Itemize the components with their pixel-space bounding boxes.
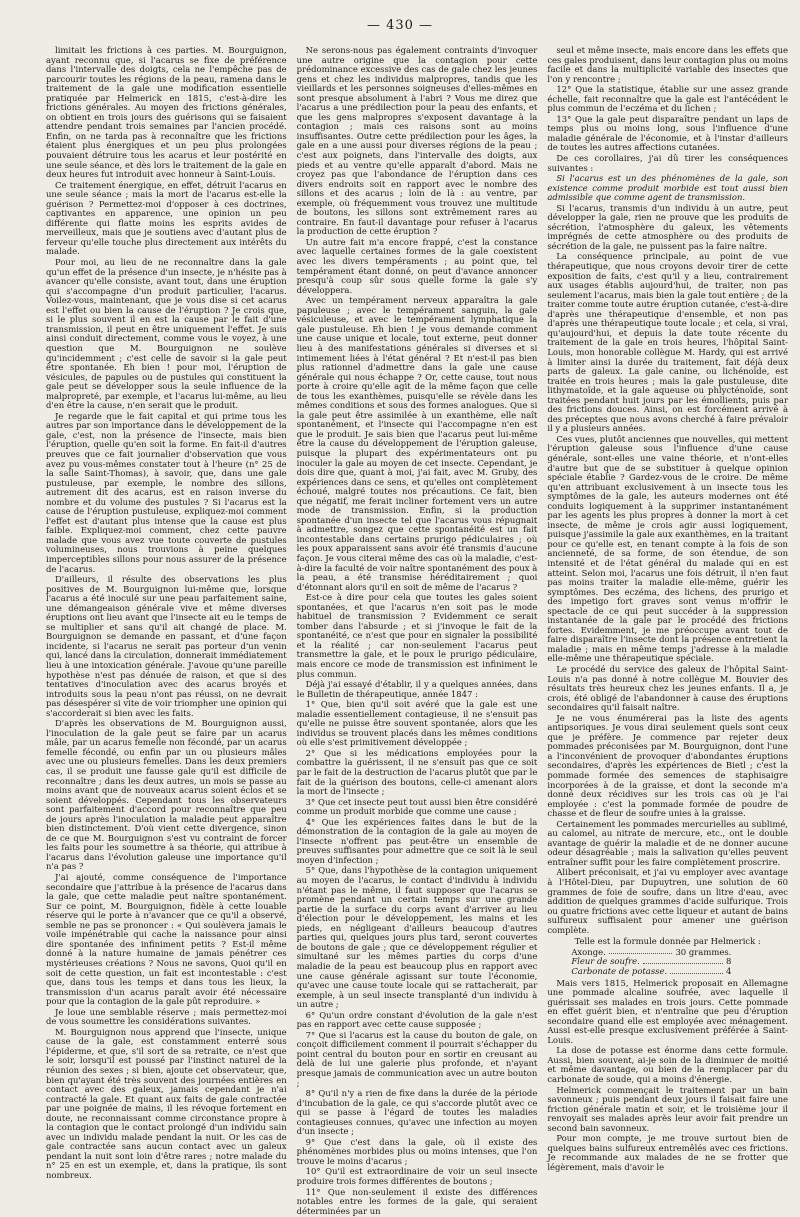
paragraph: Si l'acarus est un des phénomènes de la gale, son existence comme produit morbide est tout aussi bien admissible que comme agent de transmission.: [547, 173, 788, 203]
paragraph: Mais vers 1815, Helmerick proposait en Allemagne une pommade alcaline soufrée, avec laquelle il guérissait ses malades en trois jours. Cette pommade en effet guérit bien, et n'entraîne que peu d'éruption secondaire quand elle est employée avec ménagement. Aussi est-elle presque exclusivement préférée à Saint-Louis.: [547, 977, 788, 1045]
paragraph: 3° Que cet insecte peut tout aussi bien être considéré comme un produit morbide que comme une cause ;: [296, 796, 538, 817]
paragraph: Le procédé du service des galeux de l'hôpital Saint-Louis n'a pas donné à notre collègue M. Bouvier des résultats très heureux chez les jeunes enfants. Il a, je crois, été obligé de l'abandonner à cause des éruptions secondaires qu'il faisait naître.: [547, 664, 788, 713]
paragraph: Déjà j'ai essayé d'établir, il y a quelques années, dans le Bulletin de thérapeutique, année 1847 :: [296, 679, 538, 699]
column-middle: [297, 46, 538, 1217]
paragraph: Est-ce à dire pour cela que toutes les gales soient spontanées, et que l'acarus n'en soit pas le mode habituel de transmission ? Evidemment ce serait tomber dans l'absurde ; et si j'invoque le fait de la spontanéité, ce n'est que pour en signaler la possibilité et la réalité ; car non-seulement l'acarus peut transmettre la gale, et le poux le prurigo pédiculaire, mais encore ce mode de transmission est infiniment le plus commun.: [296, 592, 538, 679]
paragraph: 1° Que, bien qu'il soit avéré que la gale est une maladie essentiellement contagieuse, il ne s'ensuit pas qu'elle ne puisse être souvent spontanée, alors que les individus se trouvent placés dans les mêmes conditions où elle s'est primitivement développée ;: [296, 699, 538, 748]
paragraph: limitait les frictions à ces parties. M. Bourguignon, ayant reconnu que, si l'acarus se fixe de préférence dans l'intervalle des doigts, cela ne l'empêche pas de parcourir toutes les régions de la peau, ramena dans le traitement de la gale une modification essentielle pratiquée par Helmerick en 1815, c'est-à-dire les frictions générales. Au moyen des frictions générales, on obtient en trois jours des guérisons qui se faisaient attendre pendant trois semaines par l'ancien procédé. Enfin, on ne tarda pas à reconnaître que les frictions étaient plus énergiques et un peu plus prolongées pouvaient détruire tous les acarus et leur postérité en une seule séance, et dès lors le traitement de la gale en deux heures fut introduit avec honneur à Saint-Louis.: [46, 45, 287, 180]
leader-dots: [609, 948, 673, 955]
paragraph: seul et même insecte, mais encore dans les effets que ces gales produisent, dans leur contagion plus ou moins facile et dans la multiplicité variable des insectes que l'on y rencontre ;: [547, 45, 788, 84]
paragraph: 2° Que si les médications employées pour la combattre la guérissent, il ne s'ensuit pas que ce soit par le fait de la destruction de l'acarus plutôt que par le fait de la guérison des boutons, celle-ci amenant alors la mort de l'insecte ;: [296, 747, 538, 797]
paragraph: Je regarde que le fait capital et qui prime tous les autres par son importance dans le développement de la gale, c'est, non la présence de l'insecte, mais bien l'éruption, quelle qu'en soit la forme. En fait-il d'autres preuves que ce fait journalier d'observation que vous avez pu vous-mêmes constater tout à l'heure (n° 25 de la salle Saint-Thomas), à savoir, que, dans une gale pustuleuse, par exemple, le nombre des sillons, autrement dit des acarus, est en raison inverse du nombre et du volume des pustules ? Si l'acarus est la cause de l'éruption pustuleuse, expliquez-moi comment l'effet est d'autant plus intense que la cause est plus faible. Expliquez-moi comment, chez cette pauvre malade que vous avez vue toute couverte de pustules volumineuses, nous trouvions à peine quelques imperceptibles sillons pour nous assurer de la présence de l'acarus.: [46, 410, 287, 574]
formula-title: Telle est la formule donnée par Helmerick :: [574, 936, 761, 947]
formula-ingredient: Carbonate de potasse.: [571, 965, 668, 976]
paragraph: 9° Que c'est dans la gale, où il existe des phénomènes morbides plus ou moins intenses, que l'on trouve le moins d'acarus ;: [296, 1136, 538, 1166]
paragraph: 7° Que si l'acarus est la cause du bouton de gale, on conçoit difficilement comment il pourrait s'échapper du point central du bouton pour en sortir en creusant au delà de lui une galerie plus profonde, et n'ayant presque jamais de communication avec un autre bouton ;: [296, 1029, 538, 1088]
paragraph: 6° Qu'un ordre constant d'évolution de la gale n'est pas en rapport avec cette cause supposée ;: [296, 1009, 538, 1030]
paragraph: J'ai ajouté, comme conséquence de l'importance secondaire que j'attribue à la présence de l'acarus dans la gale, que cette maladie peut naître spontanément. Sur ce point, M. Bourguignon, fidèle à cette louable réserve qui le porte à n'avancer que ce qu'il a observé, semble ne pas se prononcer : « Qui soulèvera jamais le voile impénétrable qui cache la naissance pour ainsi dire spontanée des infiniment petits ? Est-il même donné à la nature humaine de jamais pénétrer ces mystérieuses créations ? Nous ne savons, Quoi qu'il en soit de cette question, un fait est incontestable : c'est que, dans tous les temps et dans tous les lieux, la transmission d'un acarus paraît avoir été nécessaire pour que la contagion de la gale pût reproduire. »: [46, 872, 287, 1007]
formula-quantity: 30 grammes.: [675, 946, 732, 957]
paragraph: Si l'acarus, transmis d'un individu à un autre, peut développer la gale, rien ne prouve que les produits de sécrétion, l'atmosphère du galeux, les vêtements imprégnés de cette atmosphère ou des produits de sécrétion de la gale, ne puissent pas la faire naître.: [547, 202, 788, 251]
formula-quantity: 8: [725, 956, 732, 967]
paragraph: Ce traitement énergique, en effet, détruit l'acarus en une seule séance ; mais la mort de l'acarus est-elle la guérison ? Permettez-moi d'opposer à ces doctrines, captivantes en apparence, une opinion un peu différente qui flatte moins les esprits avides de merveilleux, mais que je soutiens avec d'autant plus de ferveur qu'elle touche plus directement aux intérêts du malade.: [46, 179, 287, 257]
paragraph: D'après les observations de M. Bourguignon aussi, l'inoculation de la gale peut se faire par un acarus mâle, par un acarus femelle non fécondé, par un acarus femelle fécondé, ou enfin par un ou plusieurs mâles avec une ou plusieurs femelles. Dans les deux premiers cas, il se produit une fausse gale qu'il est difficile de reconnaître ; dans les deux autres, un mois se passe au moins avant que de nouveaux acarus soient éclos et se soient développés. Cependant tous les observateurs sont parfaitement d'accord pour reconnaître que peu de jours après l'inoculation la maladie peut apparaître bien distinctement. D'où vient cette divergence, sinon de ce que M. Bourguignon s'est vu contraint de forcer les faits pour les soumettre à sa théorie, qui attribue à l'acarus dans l'évolution galeuse une importance qu'il n'a pas ?: [46, 718, 287, 872]
paragraph: Pour mon compte, je me trouve surtout bien de quelques bains sulfureux entremêlés avec ces frictions. Je recommande aux malades de ne se frotter que légèrement, mais d'avoir le: [547, 1133, 788, 1172]
paragraph: 4° Que les expériences faites dans le but de la démonstration de la contagion de la gale au moyen de l'insecte n'offrent pas peut-être un ensemble de preuves suffisantes pour admettre que ce soit là le seul moyen d'infection ;: [296, 816, 538, 865]
leader-dots: [670, 967, 723, 974]
paragraph: Un autre fait m'a encore frappé, c'est la constance avec laquelle certaines formes de la gale coexistent avec les divers tempéraments ; au point que, tel tempérament étant donné, on peut d'avance annoncer presqu'à coup sûr sous quelle forme la gale s'y développera.: [296, 236, 538, 295]
leader-dots: [643, 957, 723, 964]
column-left: [46, 46, 287, 1217]
formula-ingredient: Axonge.: [571, 946, 606, 957]
paragraph: Helmerick commençait le traitement par un bain savonneux ; puis pendant deux jours il faisait faire une friction générale matin et soir, et le troisième jour il renvoyait ses malades après leur avoir fait prendre un second bain savonneux.: [547, 1084, 788, 1133]
paragraph: 11° Que non-seulement il existe des différences notables entre les formes de la gale, qui seraient déterminées par un: [296, 1186, 538, 1216]
formula-ingredient: Fleur de soufre.: [571, 956, 640, 967]
paragraph: Alibert préconisait, et j'ai vu employer avec avantage à l'Hôtel-Dieu, par Dupuytren, une solution de 60 grammes de foie de soufre, dans un litre d'eau, avec addition de quelques grammes d'acide sulfurique. Trois ou quatre frictions avec cette liqueur et autant de bains sulfureux suffisaient pour amener une guérison complète.: [547, 867, 788, 935]
paragraph: Ne serons-nous pas également contraints d'invoquer une autre origine que la contagion pour cette prédominance excessive des cas de gale chez les jeunes gens et chez les individus malpropres, tandis que les vieillards et les personnes soigneuses d'elles-mêmes en sont presque absolument à l'abri ? Vous me direz que l'acarus a une prédilection pour la peau des enfants, et que les gens malpropres s'exposent davantage à la contagion ; mais ces raisons sont au moins insuffisantes. Outre cette prédilection pour les âges, la gale en a une aussi pour diverses régions de la peau ; c'est aux poignets, dans l'intervalle des doigts, aux pieds et au ventre qu'elle apparaît d'abord. Mais ne croyez pas que l'abondance de l'éruption dans ces divers endroits soit en rapport avec le nombre des sillons et des acarus ; loin de là : au ventre, par exemple, où fréquemment vous trouvez une multitude de boutons, les sillons sont extrêmement rares au contraire. En faut-il davantage pour refuser à l'acarus la production de cette éruption ?: [296, 45, 538, 237]
paragraph: Je loue une semblable réserve ; mais permettez-moi de vous soumettre les considérations suivantes.: [46, 1006, 287, 1027]
paragraph: 13° Que la gale peut disparaître pendant un laps de temps plus ou moins long, sous l'influence d'une maladie générale de l'économie, et à l'instar d'ailleurs de toutes les autres affections cutanées.: [547, 113, 788, 153]
paragraph: Avec un tempérament nerveux apparaîtra la gale papuleuse ; avec le tempérament sanguin, la gale vésiculeuse, et avec le tempérament lymphatique la gale pustuleuse. Eh bien ! je vous demande comment une cause unique et locale, tout externe, peut donner lieu à des manifestations générales si diverses et si intimement liées à l'état général ? Et n'est-il pas bien plus rationnel d'admettre dans la gale une cause générale qui nous échappe ? Or, cette cause, tout nous porte à croire qu'elle agit de la même façon que celle de tous les exanthèmes, puisqu'elle se révèle dans les mêmes conditions et sous des formes analogues. Que si la gale peut être assimilée à un exanthème, elle naît spontanément, et l'insecte qui l'accompagne n'en est que le produit. Je sais bien que l'acarus peut lui-même être la cause du développement de l'éruption galeuse, puisque la plupart des expérimentateurs ont pu inoculer la gale au moyen de cet insecte. Cependant, je dois dire que, quant à moi, j'ai fait, avec M. Gruby, des expériences dans ce sens, et qu'elles ont complètement échoué, malgré toutes nos précautions. Ce fait, bien que négatif, me ferait incliner fortement vers un autre mode de transmission. Enfin, si la production spontanée d'un insecte tel que l'acarus vous répugnait à admettre, songez que cette spontanéité est un fait incontestable dans certains prurigo pédiculaires ; où les poux apparaissent sans avoir été transmis d'aucune façon. Je vous citerai même des cas où la maladie, c'est-à-dire la faculté de voir naître spontanément des poux à la peau, a été transmise héréditairement ; quoi d'étonnant alors qu'il en soit de même de l'acarus ?: [296, 295, 538, 592]
paragraph: Je ne vous énumérerai pas la liste des agents antipsoriques. Je vous dirai seulement quels sont ceux que je préfère. Je commence par rejeter deux pommades préconisées par M. Bourguignon, dont l'une a l'inconvénient de provoquer d'abondantes éruptions secondaires, d'après les expériences de Bietl ; c'est la pommade formée des semences de staphisaigre incorporées à de la graisse, et dont la seconde m'a donné deux récidives sur les trois cas où je l'ai employée : c'est la pommade formée de poudre de chasse et de fleur de soufre unies à la graisse.: [547, 712, 788, 819]
paragraph: D'ailleurs, il résulte des observations les plus positives de M. Bourguignon lui-même que, lorsque l'acarus a été inoculé sur une peau parfaitement saine, une démangeaison générale vive et même diverses éruptions ont lieu avant que l'insecte ait eu le temps de se multiplier et sans qu'il ait changé de place. M. Bourguignon se demande en passant, et d'une façon incidente, si l'acarus ne serait pas porteur d'un venin qui, lancé dans la circulation, donnerait immédiatement lieu à une intoxication générale. J'avoue qu'une pareille hypothèse n'est pas dénuée de raison, et que si des tentatives d'inoculation avec des acarus broyés et introduits sous la peau n'ont pas réussi, on ne devrait pas désespérer si vite de voir triompher une opinion qui s'accorderait si bien avec les faits.: [46, 574, 287, 718]
paragraph: M. Bourguignon nous apprend que l'insecte, unique cause de la gale, est constamment enterré sous l'épiderme, et que, s'il sort de sa retraite, ce n'est que le soir, lorsqu'il est poussé par l'instinct naturel de la réunion des sexes ; si bien, ajoute cet observateur, que, bien qu'ayant été très souvent des journées entières en contact avec des galeux, jamais cependant je n'ai contracté la gale. Et quant aux faits de gale contractée par une poignée de mains, il les révoque fortement en doute, ne reconnaissant comme circonstance propre à la contagion que le contact prolongé d'un individu sain avec un individu malade pendant la nuit. Or les cas de gale contractée sans aucun contact avec un galeux pendant la nuit sont loin d'être rares ; notre malade du n° 25 en est un exemple, et, dans la pratique, ils sont nombreux.: [46, 1026, 287, 1180]
paragraph: De ces corollaires, j'ai dû tirer les conséquences suivantes :: [547, 153, 788, 173]
paragraph: Certainement les pommades mercurielles au sublimé, au calomel, au nitrate de mercure, etc., ont le double avantage de guérir la maladie et de ne donner aucune odeur désagréable ; mais la salivation qu'elles peuvent entraîner suffit pour les faire complètement proscrire.: [547, 818, 788, 867]
paragraph: 12° Que la statistique, établie sur une assez grande échelle, fait reconnaître que la gale est l'antécédent le plus commun de l'eczéma et du lichen ;: [547, 84, 788, 114]
page-number: — 430 —: [366, 18, 434, 33]
paragraph: 10° Qu'il est extraordinaire de voir un seul insecte produire trois formes différentes de boutons ;: [296, 1166, 538, 1186]
paragraph: 8° Qu'il n'y a rien de fixe dans la durée de la période d'incubation de la gale, ce qui s'accorde plutôt avec ce qui se passe à l'égard de toutes les maladies contagieuses connues, qu'avec une infection au moyen d'un insecte ;: [296, 1088, 538, 1137]
formula-list: [571, 948, 788, 977]
paragraph: Pour moi, au lieu de ne reconnaître dans la gale qu'un effet de la présence d'un insecte, je n'hésite pas à avancer qu'elle consiste, avant tout, dans une éruption qui s'accompagne d'un produit particulier, l'acarus. Voilez-vous, maintenant, que je vous dise si cet acarus est l'effet ou bien la cause de l'éruption ? Je crois que, si le plus souvent il en est la cause par le fait d'une transmission, il peut en être uniquement l'effet. Je suis ainsi conduit directement, comme vous le voyez, à une question que M. Bourguignon ne soulève qu'incidemment ; c'est celle de savoir si la gale peut être spontanée. Eh bien ! pour moi, l'éruption de vésicules, de papules ou de pustules qui constituent la gale peut se développer sous la seule influence de la malpropreté, par exemple, et l'acarus lui-même, au lieu d'en être la cause, n'en serait que le produit.: [46, 257, 287, 411]
column-right: [547, 46, 788, 1217]
paragraph: Ces vues, plutôt anciennes que nouvelles, qui mettent l'éruption galeuse sous l'influence d'une cause générale, sont-elles une vaine théorie, et n'ont-elles d'autre but que de se substituer à quelque opinion spéciale établie ? Gardez-vous de le croire. De même qu'en attribuant exclusivement à un insecte tous les symptômes de la gale, les auteurs modernes ont été conduits logiquement à la supprimer instantanément par les agents les plus propres à donner la mort à cet insecte, de même je crois agir aussi logiquement, puisque j'assimile la gale aux exanthèmes, en la traitant pour ce qu'elle est, en tenant compte à la fois de son ancienneté, de sa forme, de son étendue, de son intensité et de l'état général du malade qui en est atteint. Selon moi, l'acarus une fois détruit, il n'en faut pas moins traiter la maladie elle-même, guérir les symptômes. Des eczéma, des lichens, des prurigo et des impetigo fort graves sont venus m'offrir le spectacle de ce qui peut succéder à la suppression instantanée de la gale par le procédé des frictions fortes. Evidemment, je me préoccupe avant tout de faire disparaître l'insecte dont la présence entretient la maladie ; mais en même temps j'adresse à la maladie elle-même une thérapeutique spéciale.: [547, 433, 788, 664]
text-columns: [46, 45, 788, 1216]
formula-item: [571, 967, 731, 977]
paragraph: La conséquence principale, au point de vue thérapeutique, que nous croyons devoir tirer de cette exposition de faits, c'est qu'il y a lieu, contrairement aux usages établis aujourd'hui, de traiter, non pas seulement l'acarus, mais bien la gale tout entière ; de la traiter comme toute autre éruption cutanée, c'est-à-dire d'après une thérapeutique d'ensemble, et non pas d'après une thérapeutique toute locale ; et cela, si vrai, qu'aujourd'hui, et depuis la date toute récente du traitement de la gale en trois heures, l'hôpital Saint-Louis, mon honorable collègue M. Hardy, qui est arrivé à limiter ainsi la durée du traitement, fait déjà deux parts de galeux. La gale canine, ou lichénoïde, est traitée en trois heures ; mais la gale pustuleuse, dite lithymatoïde, et la gale aqueuse ou phlycténoïde, sont traitées pendant huit jours par les émollients, puis par des frictions douces. Ainsi, on est forcément arrivé à des préceptes que nous avons cherché à faire prévaloir il y a plusieurs années.: [547, 251, 788, 434]
paragraph: La dose de potasse est énorme dans cette formule. Aussi, bien souvent, ai-je soin de la diminuer de moitié et même davantage, ou bien de la remplacer par du carbonate de soude, qui a moins d'énergie.: [547, 1045, 788, 1084]
formula-quantity: 4: [725, 965, 732, 976]
paragraph: 5° Que, dans l'hypothèse de la contagion uniquement au moyen de l'acarus, le contact d'individu à individu n'étant pas le même, il faut supposer que l'acarus se promène pendant un certain temps sur une grande partie de la surface du corps avant d'arriver au lieu d'élection pour le développement, les mains et les pieds, en négligeant d'ailleurs beaucoup d'autres parties qui, quelques jours plus tard, seront couvertes de boutons de gale ; que ce développement régulier et simultané sur les mêmes parties du corps d'une maladie de la peau est beaucoup plus en rapport avec une cause générale agissant sur toute l'économie, qu'avec une cause toute locale qui se rattacherait, par exemple, à un seul insecte transplanté d'un individu à un autre ;: [296, 865, 538, 1010]
